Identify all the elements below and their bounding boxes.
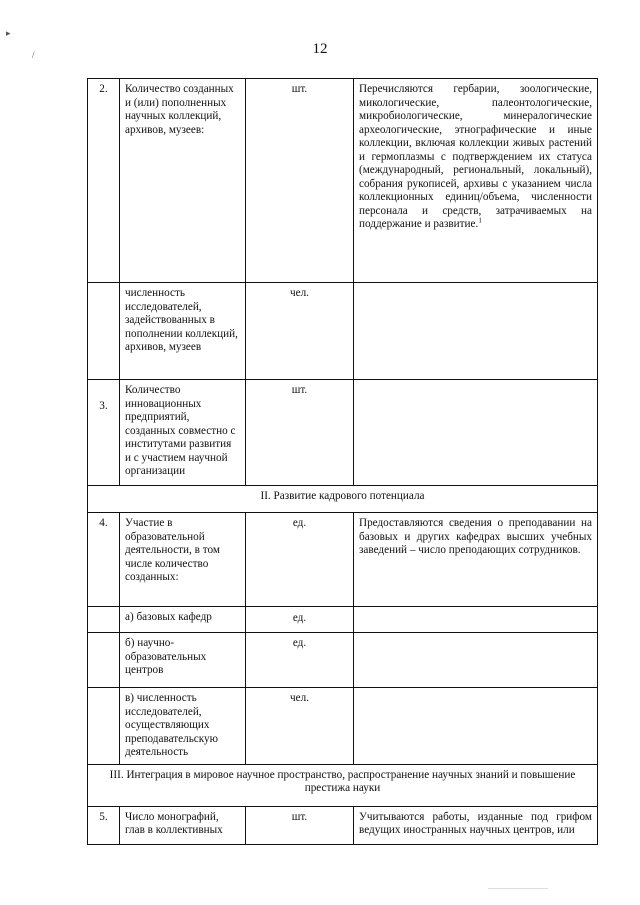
note-cell [354,380,598,486]
table-row [88,283,598,380]
note-cell [354,607,598,633]
scan-mark: / [32,50,35,60]
unit-cell: шт. [246,806,354,844]
unit-cell: чел. [246,688,354,765]
note-cell [354,283,598,380]
section-row [88,764,598,806]
row-number: 3. [88,380,120,486]
row-number: 2. [88,79,120,283]
section-heading: II. Развитие кадрового потенциала [88,486,598,513]
note-cell: Учитываются работы, изданные под грифом ведущих иностранных научных центров, или [354,806,598,844]
page-number: 12 [312,41,328,57]
indicator-cell: Количество инновационных предприятий, созданных совместно с институтами развития и с участием научной организации [120,380,246,486]
unit-cell: шт. [246,79,354,283]
indicator-cell: численность исследователей, задействованных в пополнении коллекций, архивов, музеев [120,283,246,380]
indicator-cell: Количество созданных и (или) пополненных научных коллекций, архивов, музеев: [120,79,246,283]
note-cell [354,633,598,688]
indicator-cell: Число монографий, глав в коллективных [120,806,246,844]
row-number [88,283,120,380]
unit-cell: ед. [246,633,354,688]
unit-cell: ед. [246,513,354,607]
section-heading: III. Интеграция в мировое научное пространство, распространение научных знаний и повышение престижа науки [88,764,598,806]
indicators-table [87,78,598,845]
row-number: 4. [88,513,120,607]
note-text: Перечисляются гербарии, зоологические, микологические, палеонтологические, микробиологические, минералогические археологические, этнографические и иные коллекции, включая коллекции живых растений и гермоплазмы с подтверждением их статуса (международный, региональный, локальный), собрания рукописей, архивы с указанием числа коллекционных единиц/объема, численности персонала и средств, затрачиваемых на поддержание и развитие. [359,83,592,230]
indicator-cell: Участие в образовательной деятельности, в том числе количество созданных: [120,513,246,607]
table-row [88,79,598,283]
indicator-cell: в) численность исследователей, осуществляющих преподавательскую деятельность [120,688,246,765]
footnote-mark: 1 [478,216,482,225]
row-number [88,607,120,633]
table-row [88,513,598,607]
table-row [88,633,598,688]
note-cell: Предоставляются сведения о преподавании на базовых и других кафедрах высших учебных заведений – число преподающих сотрудников. [354,513,598,607]
indicator-cell: б) научно-образовательных центров [120,633,246,688]
row-number [88,688,120,765]
unit-cell: шт. [246,380,354,486]
note-cell [354,79,598,283]
row-number [88,633,120,688]
table-row [88,380,598,486]
scan-edge-line [488,888,548,889]
unit-cell: чел. [246,283,354,380]
table-row [88,607,598,633]
table-row [88,806,598,844]
scan-mark: ▸ [6,28,11,38]
section-row [88,486,598,513]
indicator-cell: а) базовых кафедр [120,607,246,633]
unit-cell: ед. [246,607,354,633]
note-cell [354,688,598,765]
row-number: 5. [88,806,120,844]
table-row [88,688,598,765]
